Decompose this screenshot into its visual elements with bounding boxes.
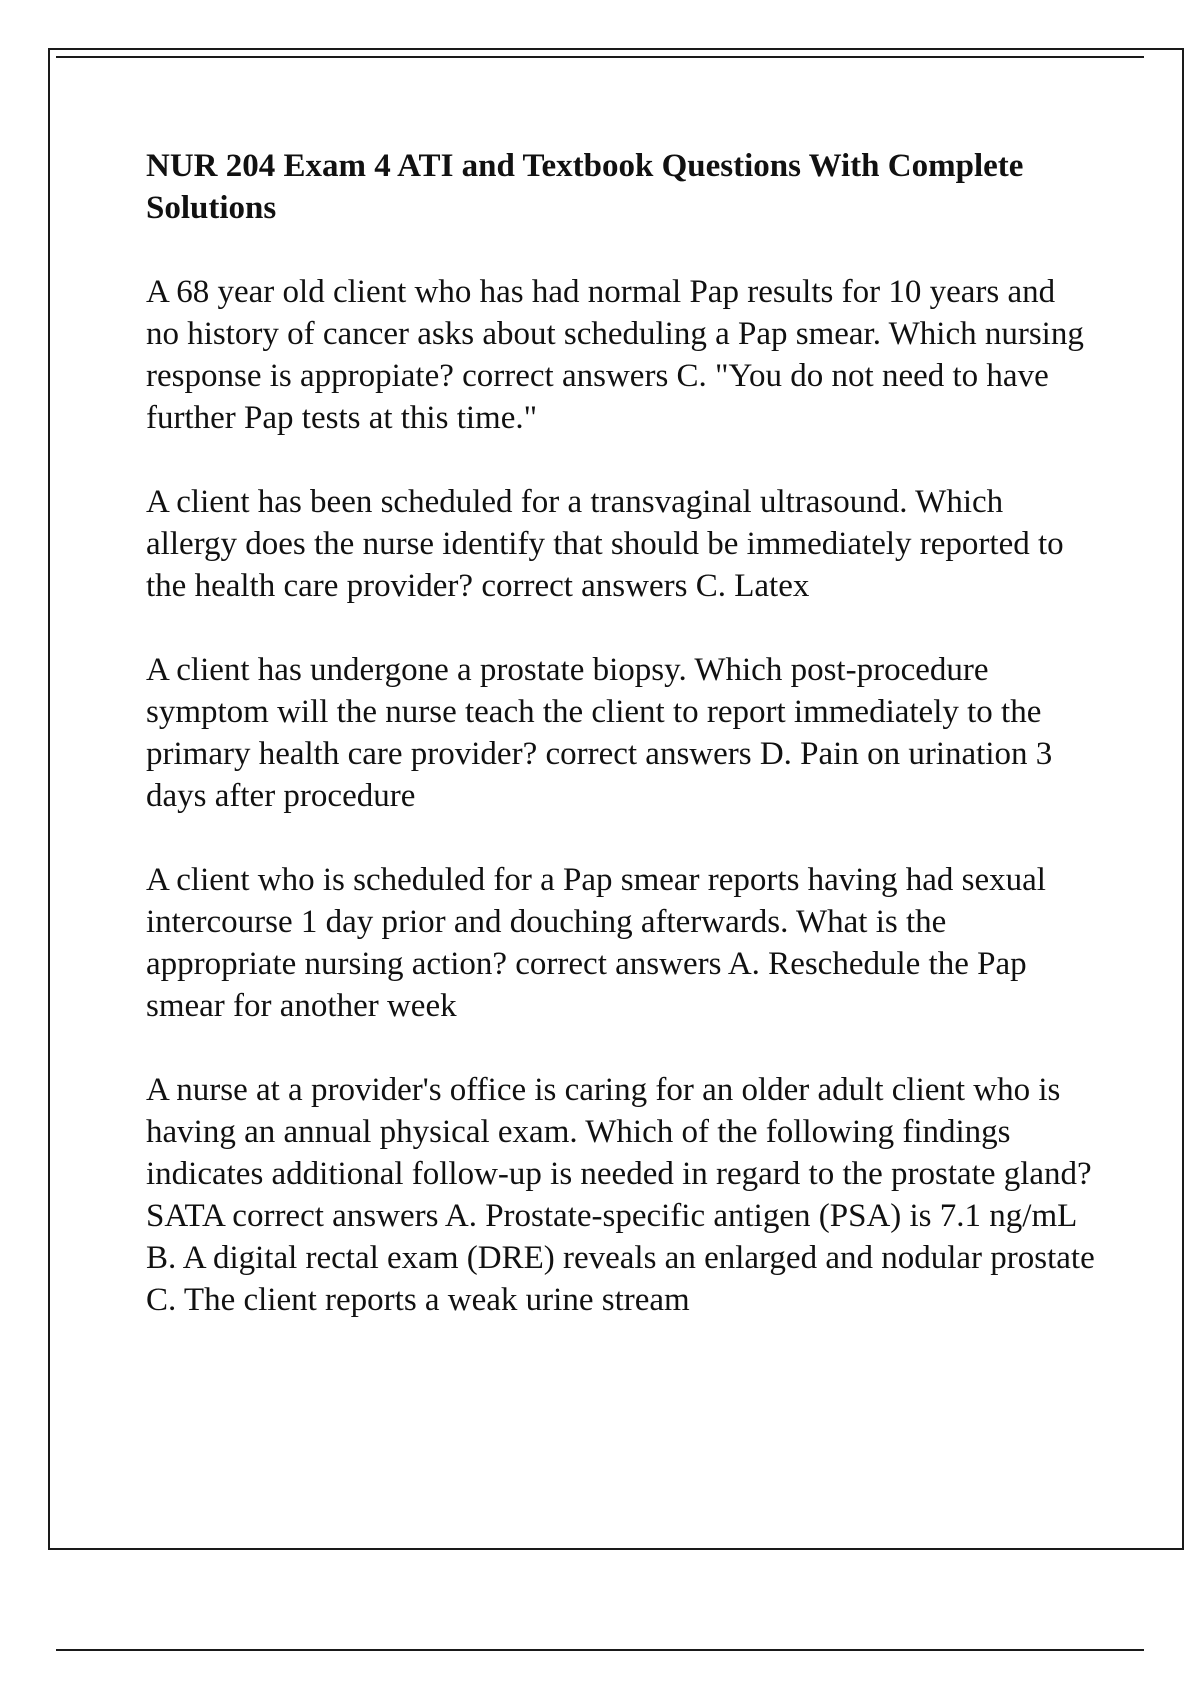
question-text: A client who is scheduled for a Pap smear reports having had sexual intercourse 1 day prior and douching afterwards. What is the appropriate nursing action? correct answers A. Reschedule the Pap smear for another week [146, 862, 1046, 1024]
document-title: NUR 204 Exam 4 ATI and Textbook Questions With Complete Solutions [146, 148, 1024, 226]
bottom-rule [56, 1649, 1144, 1651]
document-content [146, 145, 1096, 1363]
question-3 [146, 649, 1096, 817]
question-5 [146, 1069, 1096, 1321]
answer-line: B. A digital rectal exam (DRE) reveals an enlarged and nodular prostate [146, 1240, 1095, 1276]
question-4 [146, 859, 1096, 1027]
question-text: A client has been scheduled for a transvaginal ultrasound. Which allergy does the nurse identify that should be immediately reported to the health care provider? correct answers C. Latex [146, 484, 1064, 604]
question-text: A client has undergone a prostate biopsy. Which post-procedure symptom will the nurse teach the client to report immediately to the primary health care provider? correct answers D. Pain on urination 3 days after procedure [146, 652, 1053, 814]
answer-line: C. The client reports a weak urine stream [146, 1282, 690, 1318]
question-2 [146, 481, 1096, 607]
question-text: A nurse at a provider's office is caring for an older adult client who is having an annual physical exam. Which of the following findings indicates additional follow-up is needed in regard to the prostate gland? SATA correct answers A. Prostate-specific antigen (PSA) is 7.1 ng/mL [146, 1072, 1092, 1234]
question-1 [146, 271, 1096, 439]
question-text: A 68 year old client who has had normal Pap results for 10 years and no history of cancer asks about scheduling a Pap smear. Which nursing response is appropiate? correct answers C. "You do not need to have further Pap tests at this time." [146, 274, 1084, 436]
